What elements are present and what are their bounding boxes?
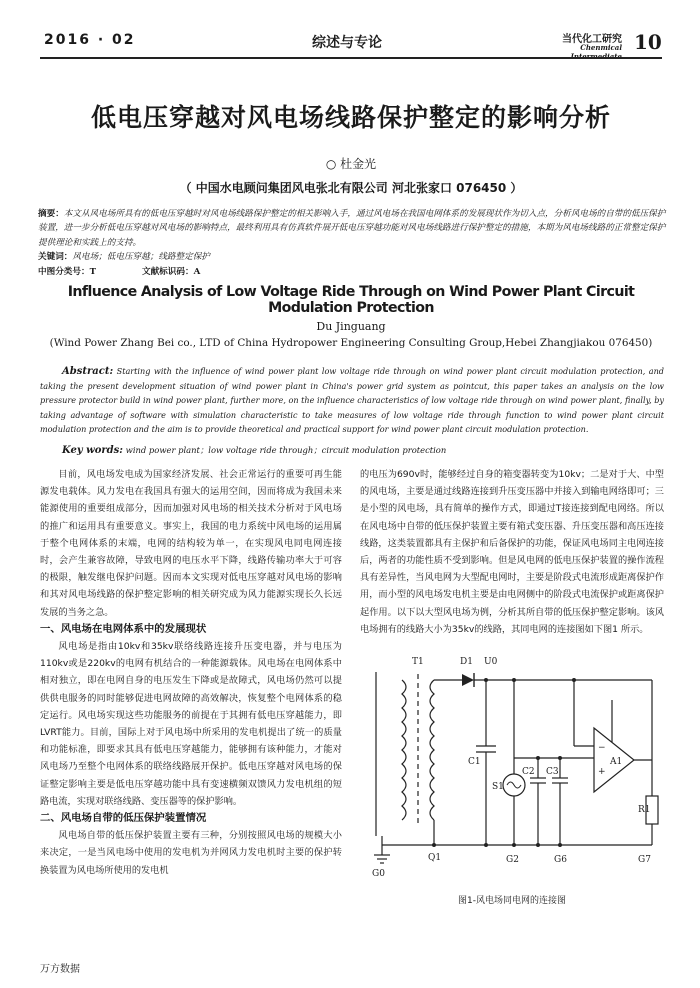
label-a1: A1 xyxy=(610,757,623,767)
svg-text:+: + xyxy=(598,767,606,777)
label-c3: C3 xyxy=(546,767,559,777)
abstract-en xyxy=(40,364,664,436)
label-t1: T1 xyxy=(412,657,424,667)
footer-source: 万方数据 xyxy=(40,964,80,975)
section2-paragraph: 风电场自带的低压保护装置主要有三种，分别按照风电场的规模大小来决定，一是当风电场中使用的发电机为并网风力发电机时主要的保护转换装置为风电场所使用的发电机 xyxy=(40,830,342,876)
label-r1: R1 xyxy=(638,805,651,815)
author-en: Du Jinguang xyxy=(316,320,386,333)
paper-title-cn: 低电压穿越对风电场线路保护整定的影响分析 xyxy=(90,103,611,132)
abstract-cn-text: 本文从风电场所具有的低电压穿越时对风电场线路保护整定的相关影响入手，通过风电场在我国电网体系的发展现状作为切入点，分析风电场的自带的低压保护装置，进一步分析低电压穿越对风电场的影响特点，最终利用具有仿真软件展开低电压穿越功能对风电场线路进行保护整定的措施，本期为风电场线路的正常整定保护提供理论和实践上的支持。 xyxy=(38,209,666,248)
affiliation-en: (Wind Power Zhang Bei co., LTD of China Hydropower Engineering Consulting Group,Hebei Zhangjiakou 076450) xyxy=(49,337,653,349)
abstract-en-text: Starting with the influence of wind power plant low voltage ride through on wind power plant circuit modulation protection, and taking the present development situation of wind power plant in China's power grid system as pointcut, this paper takes an analysis on the low pressure protector build in wind power plant, further more, on the influence characteristics of low voltage ride through on wind power plant, finally, by taking advantage of software with simulation characteristic to take measures of low voltage ride through function to wind power plant circuit modulation protection and the aim is to provide theoretical and practical support for wind power plant circuit modulation protection. xyxy=(40,366,664,434)
label-c2: C2 xyxy=(522,767,535,777)
keywords-en-line xyxy=(62,444,662,456)
section2-continued-paragraph: 的电压为690v时，能够经过自身的箱变器转变为10kv；二是对于大、中型的风电场，主要是通过线路连接到升压变压器中并接入到输电网络即可；三是小型的风电场，具有简单的操作方式，即通过T接连接到配电网络。所以在风电场中自带的低压保护装置主要有箱式变压器、升压变压器和高压连接线路，这类装置都具有主保护和后备保护的功能，保证风电场同主电网连接后，两者的功能性质不受到影响。但是风电网的低电压保护装置的操作流程具有差异性，当风电网为大型配电网时，主要是阶段式电流形成距离保护作用，而小型的风电场发电机主要是由电网侧中的阶段式电流保护或距离保护起作用。以下以大型风电场为例，分析其所自带的低压保护整定影响。该风电场拥有的线路大小为35kv的线路，其同电网的连接图如下图1 所示。 xyxy=(360,469,664,635)
abstract-cn xyxy=(38,207,666,279)
keywords-cn-label: 关键词： xyxy=(38,252,73,263)
journal-name-en: Chenmical xyxy=(580,43,622,52)
issue-date: 2016 · 02 xyxy=(44,32,136,48)
label-g7: G7 xyxy=(638,855,651,865)
label-c1: C1 xyxy=(468,757,481,767)
keywords-cn: 风电场；低电压穿越；线路整定保护 xyxy=(72,252,210,263)
section-heading-1: 一、风电场在电网体系中的发展现状 xyxy=(40,622,207,635)
page-number: 10 xyxy=(634,30,662,54)
paper-title-en: Influence Analysis of Low Voltage Ride Through on Wind Power Plant Circuit Modulation Protection xyxy=(67,284,635,316)
label-g0: G0 xyxy=(372,869,385,879)
abstract-cn-label: 摘要： xyxy=(38,209,64,219)
header-rule xyxy=(40,57,662,59)
intro-paragraph: 目前，风电场发电成为国家经济发展、社会正常运行的重要可再生能源发电载体。风力发电在我国具有强大的运用空间，因而将成为我国未来能源使用的重要组成部分，因而加强对风电场的相关技术分析对于风电场的推广和运用具有重要意义。事实上，我国的电力系统中风电场的运用属于整个电网体系的末端，电网的结构较为单一，在实现风电同电网连接时，会产生兼容故障，导致电网的电压水平下降，线路传输功率大于可容的极限，触发继电保护问题。因而本文实现对低电压穿越对风电场的影响和其对风电场线路的保护整定影响的相关研究成为风力能源实现长久长远发展的当务之急。 xyxy=(40,469,342,618)
keywords-en: wind power plant；low voltage ride through；circuit modulation protection xyxy=(125,445,447,455)
section-heading-2: 二、风电场自带的低压保护装置情况 xyxy=(40,812,207,825)
author-cn: ○ 杜金光 xyxy=(325,157,377,171)
label-u0: U0 xyxy=(484,657,498,667)
class-number-label: 中图分类号： xyxy=(38,266,90,277)
label-s1: S1 xyxy=(492,782,504,792)
abstract-en-label: Abstract: xyxy=(62,366,114,377)
class-number: T xyxy=(89,266,96,277)
svg-text:−: − xyxy=(598,743,606,753)
keywords-en-label: Key words: xyxy=(62,445,123,456)
column-name: 综述与专论 xyxy=(312,35,382,51)
doc-code-label: 文献标识码： xyxy=(141,266,194,277)
label-d1: D1 xyxy=(460,657,473,667)
body-column-right xyxy=(360,466,664,638)
label-g6: G6 xyxy=(554,855,567,865)
figure-caption: 图1-风电场同电网的连接图 xyxy=(458,896,566,906)
circuit-diagram xyxy=(362,650,662,880)
body-column-left xyxy=(40,466,342,879)
section1-paragraph: 风电场是指由10kv和35kv联络线路连接升压变电器，并与电压为110kv或是220kv的电网有机结合的一种能源载体。风电场在电网体系中相对独立，即在电网自身的电压发生下降或是故障式，风电场仍然可以提供供电服务的同时能够促进电网故障的高效解决，恢复整个电网体系的稳定运行。风电场实现这些功能服务的前提在于其拥有低电压穿越能力，即LVRT能力。目前，国际上对于风电场中所采用的发电机提出了统一的质量和功能标准，即要求其具有低电压穿越能力，能够拥有该种能力，才能对风电场乃至整个电网体系的联络线路展开保护。低电压穿越对风电场的保证整定影响主要是低电压穿越功能中具有变速横频双馈风力发电机组的短路电流，实现对联络线路、变压器等的保护影响。 xyxy=(40,641,342,807)
affiliation-cn: （ 中国水电顾问集团风电张北有限公司 河北张家口 076450 ） xyxy=(179,181,523,195)
journal-name-cn: 当代化工研究 xyxy=(562,34,622,45)
label-g2: G2 xyxy=(506,855,519,865)
doc-code: A xyxy=(193,266,201,277)
label-q1: Q1 xyxy=(428,853,442,863)
